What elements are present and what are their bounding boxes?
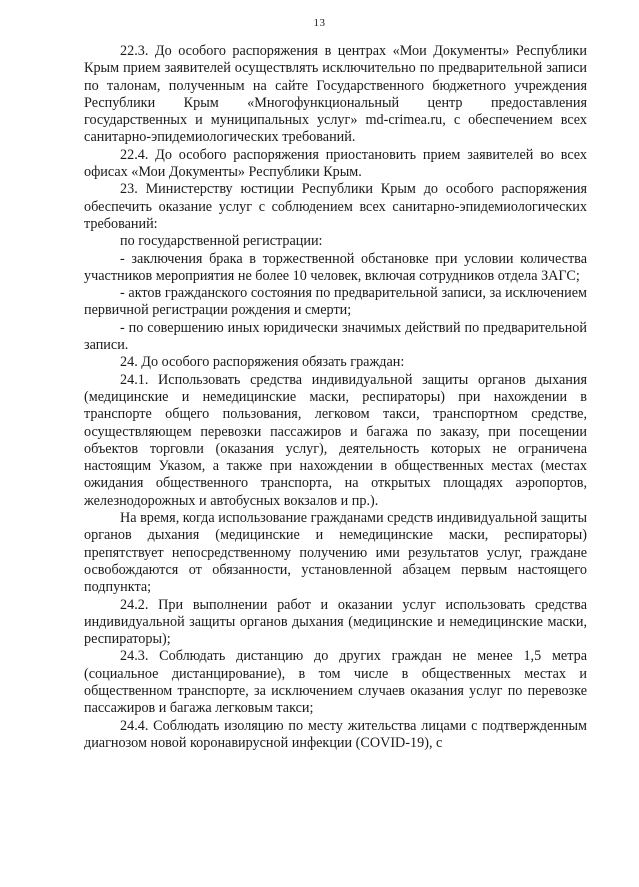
- paragraph-24-3: 24.3. Соблюдать дистанцию до других граждан не менее 1,5 метра (социальное дистанцирование), в том числе в общественных местах и общественном транспорте, за исключением случаев оказания услуг по перевозке пассажиров и багажа легковым такси;: [84, 648, 587, 717]
- paragraph-22-4: 22.4. До особого распоряжения приостановить прием заявителей во всех офисах «Мои Документы» Республики Крым.: [84, 146, 587, 181]
- paragraph-24-4: 24.4. Соблюдать изоляцию по месту жительства лицами с подтвержденным диагнозом новой коронавирусной инфекции (COVID-19), с: [84, 717, 587, 751]
- paragraph-24-1: 24.1. Использовать средства индивидуальной защиты органов дыхания (медицинские и немедицинские маски, респираторы) при нахождении в транспорте общего пользования, легковом такси, транспортном средстве, осуществляющем перевозки пассажиров и багажа по заказу, при посещении объектов торговли (оказания услуг), деятельность которых не ограничена настоящим Указом, а также при нахождении в общественных местах (местах ожидания общественного транспорта, на открытых площадях аэропортов, железнодорожных и автобусных вокзалов и пр.).: [84, 371, 587, 509]
- paragraph-24-2: 24.2. При выполнении работ и оказании услуг использовать средства индивидуальной защиты органов дыхания (медицинские и немедицинские маски, респираторы);: [84, 596, 587, 648]
- paragraph-24: 24. До особого распоряжения обязать граждан:: [120, 354, 405, 371]
- paragraph-24-1-exemption: На время, когда использование гражданами средств индивидуальной защиты органов дыхания (медицинские и немедицинские маски, респираторы) препятствует непосредственному получению ими результатов услуг, граждане освобождаются от обязанности, установленной абзацем первым настоящего подпункта;: [84, 510, 587, 596]
- paragraph-23-legal-actions: - по совершению иных юридически значимых действий по предварительной записи.: [84, 319, 587, 354]
- paragraph-22-3: 22.3. До особого распоряжения в центрах «Мои Документы» Республики Крым прием заявителей осуществлять исключительно по предварительной записи по талонам, полученным на сайте Государственного бюджетного учреждения Республики Крым «Многофункциональный центр предоставления государственных и муниципальных услуг» md-crimea.ru, с обеспечением всех санитарно-эпидемиологических требований.: [84, 43, 587, 146]
- paragraph-23: 23. Министерству юстиции Республики Крым до особого распоряжения обеспечить оказание услуг с соблюдением всех санитарно-эпидемиологических требований:: [84, 181, 587, 232]
- paragraph-23-registration: по государственной регистрации:: [120, 233, 323, 250]
- document-body: [84, 43, 587, 752]
- paragraph-23-civil-acts: - актов гражданского состояния по предварительной записи, за исключением первичной регистрации рождения и смерти;: [84, 285, 587, 319]
- paragraph-23-marriage: - заключения брака в торжественной обстановке при условии количества участников мероприятия не более 10 человек, включая сотрудников отдела ЗАГС;: [84, 250, 587, 284]
- page-number: 13: [313, 17, 326, 29]
